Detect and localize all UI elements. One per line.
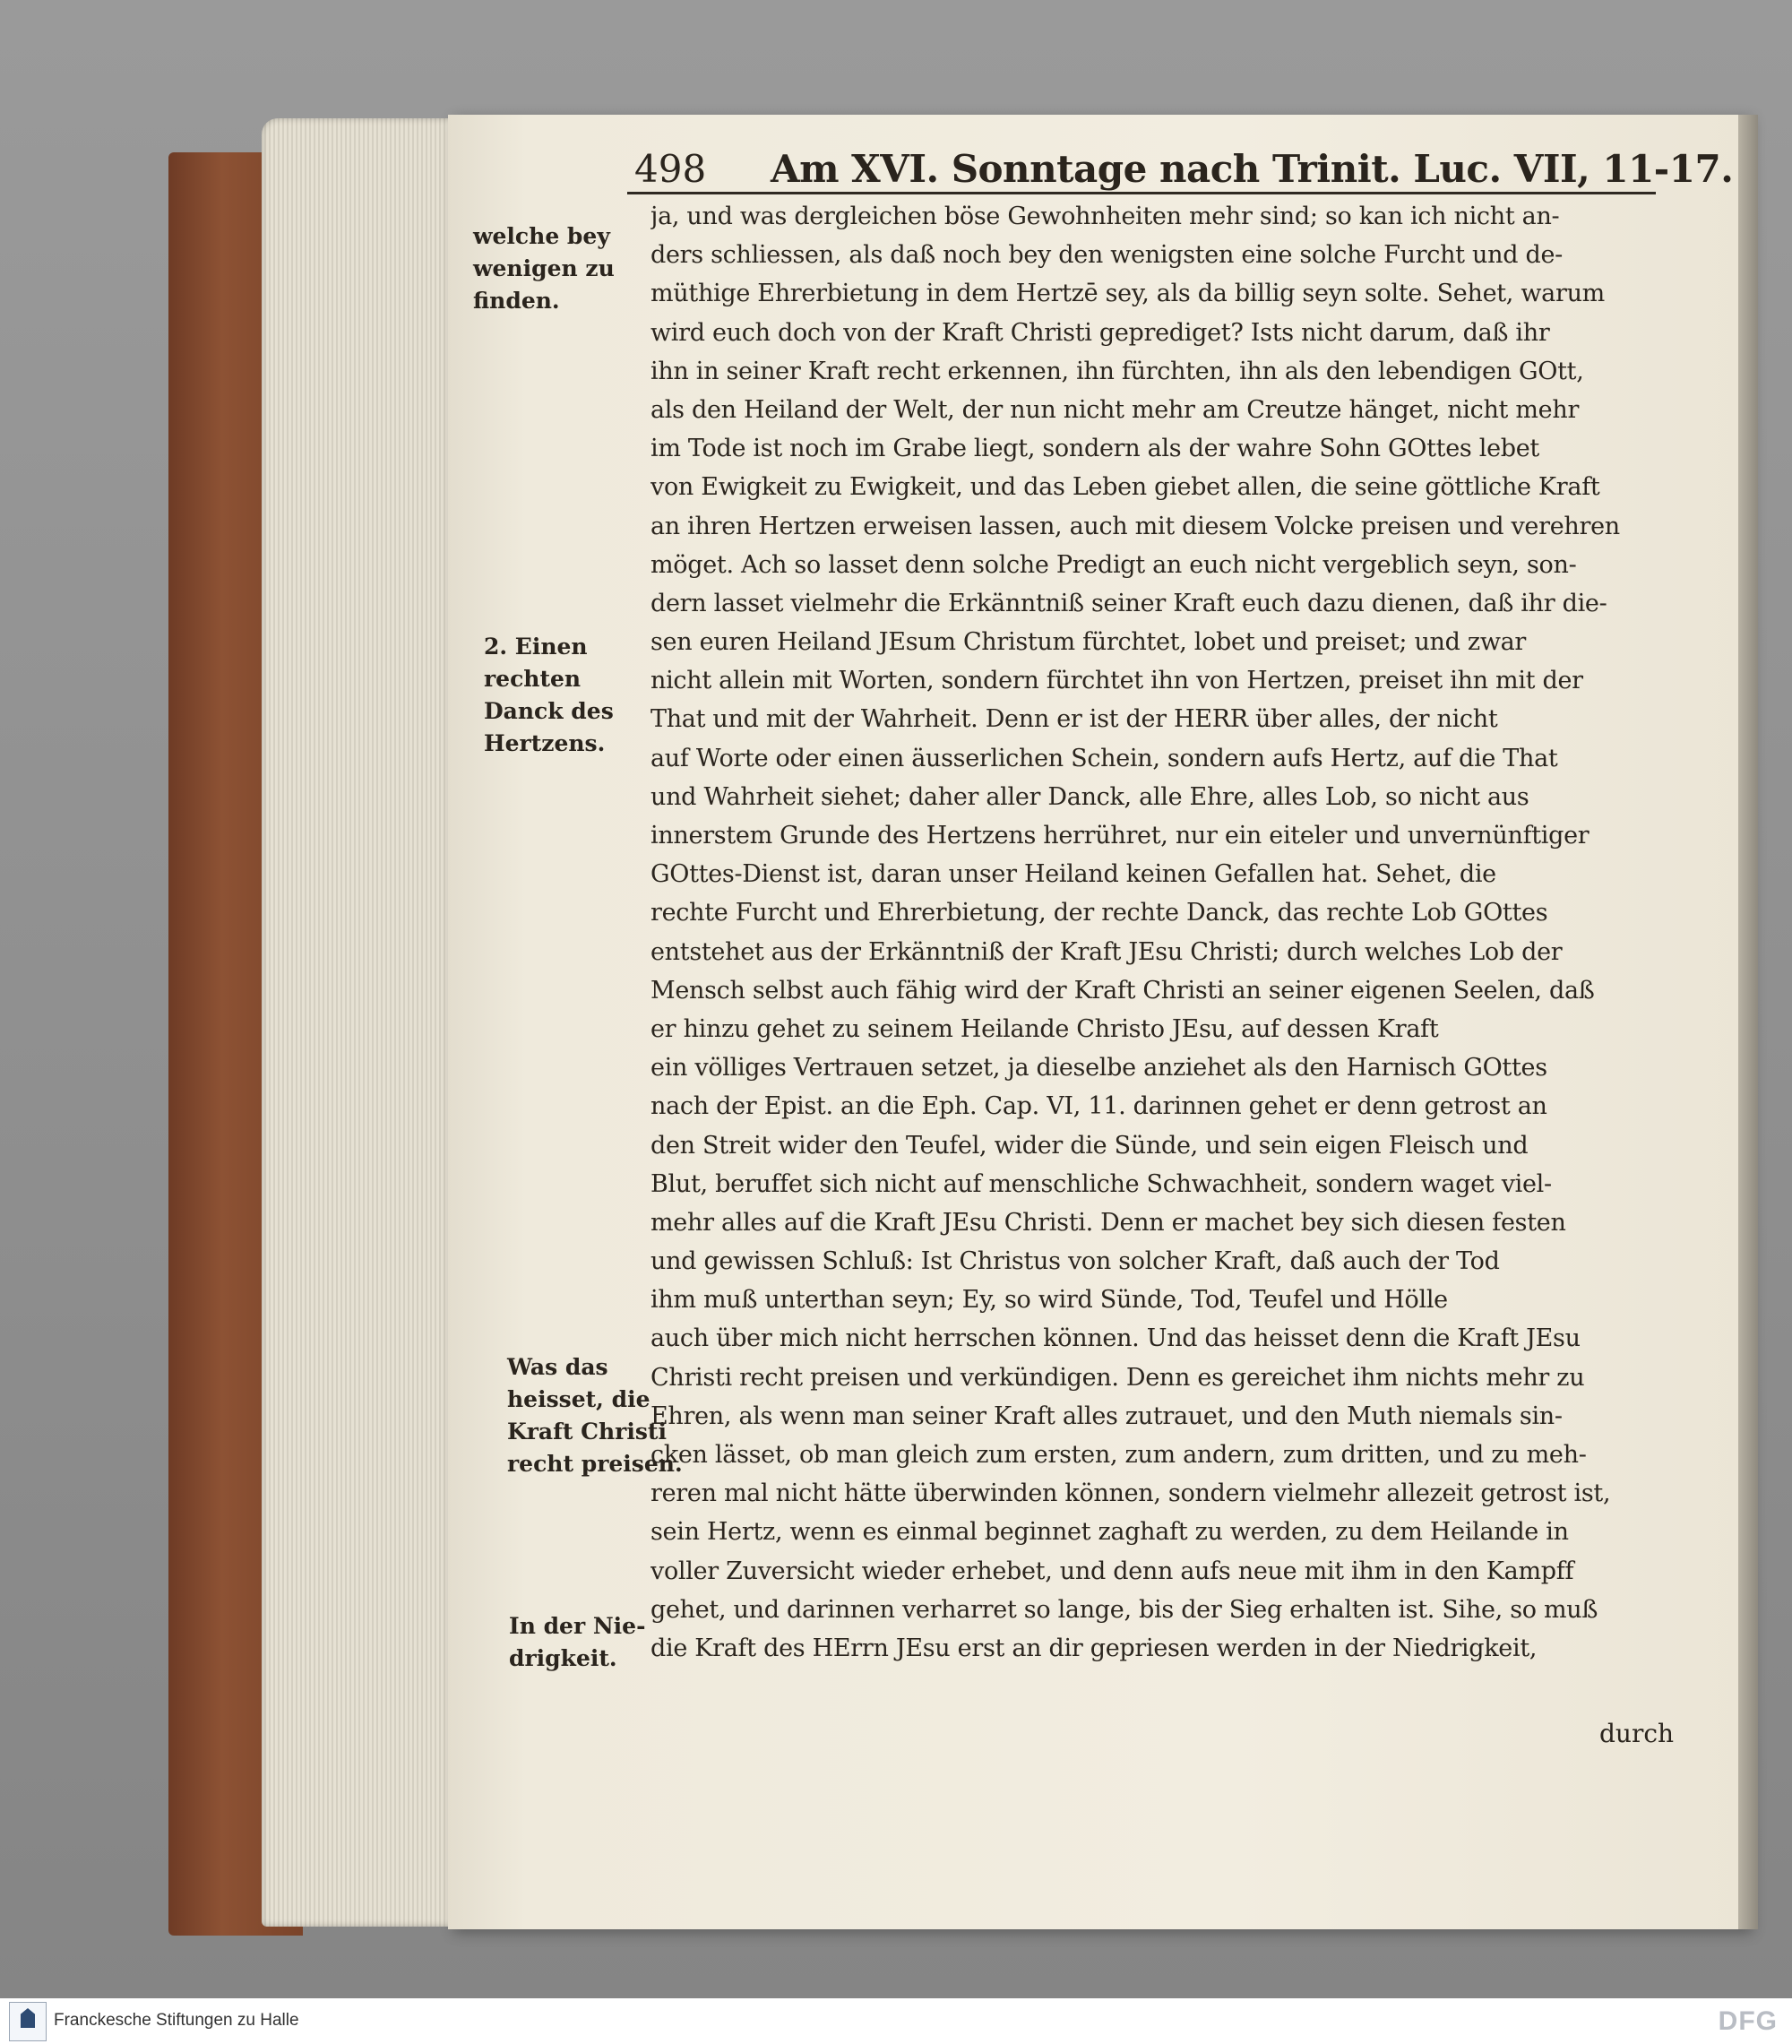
footer-bar <box>0 1998 1792 2044</box>
page-fore-edge-shadow <box>1738 115 1758 1929</box>
text-line: cken lässet, ob man gleich zum ersten, zum andern, zum dritten, und zu meh- <box>650 1441 1587 1469</box>
text-line: GOttes-Dienst ist, daran unser Heiland keinen Gefallen hat. Sehet, die <box>650 860 1496 889</box>
catchword: durch <box>1599 1719 1675 1748</box>
margin-note-line: 2. Einen <box>484 634 588 660</box>
text-line: und gewissen Schluß: Ist Christus von solcher Kraft, daß auch der Tod <box>650 1247 1500 1276</box>
text-line: im Tode ist noch im Grabe liegt, sondern als der wahre Sohn GOttes lebet <box>650 435 1539 463</box>
text-line: möget. Ach so lasset denn solche Predigt an euch nicht vergeblich seyn, son- <box>650 550 1577 579</box>
text-line: ja, und was dergleichen böse Gewohnheiten mehr sind; so kan ich nicht an- <box>650 203 1560 230</box>
francke-foundation-logo-icon[interactable] <box>9 2002 47 2041</box>
margin-note-line: heisset, die <box>507 1386 650 1412</box>
text-line: wird euch doch von der Kraft Christi geprediget? Ists nicht darum, daß ihr <box>650 318 1550 347</box>
margin-note-line: Was das <box>507 1354 608 1380</box>
text-line: Ehren, als wenn man seiner Kraft alles zutrauet, und den Muth niemals sin- <box>650 1401 1563 1430</box>
text-line: den Streit wider den Teufel, wider die Sünde, und sein eigen Fleisch und <box>650 1131 1529 1160</box>
text-line: ders schliessen, als daß noch bey den wenigsten eine solche Furcht und de- <box>650 241 1563 270</box>
text-line: er hinzu gehet zu seinem Heilande Christo JEsu, auf dessen Kraft <box>650 1014 1439 1043</box>
margin-note-line: Hertzens. <box>484 730 606 756</box>
margin-note-line: wenigen zu <box>473 255 615 281</box>
dfg-logo: DFG <box>1718 2006 1778 2036</box>
text-line: innerstem Grunde des Hertzens herrühret, nur ein eiteler und unvernünftiger <box>650 822 1590 850</box>
page-block-edges <box>262 118 477 1927</box>
text-line: entstehet aus der Erkänntniß der Kraft JEsu Christi; durch welches Lob der <box>650 937 1563 966</box>
margin-note <box>473 220 643 317</box>
body-text <box>650 197 1663 1668</box>
running-header <box>627 143 1734 197</box>
margin-note-line: drigkeit. <box>509 1645 617 1671</box>
text-line: reren mal nicht hätte überwinden können, sondern vielmehr allezeit getrost ist, <box>650 1479 1611 1508</box>
text-line: voller Zuversicht wieder erhebet, und denn aufs neue mit ihm in den Kampff <box>650 1557 1574 1585</box>
text-line: auf Worte oder einen äusserlichen Schein, sondern aufs Hertz, auf die That <box>650 744 1558 772</box>
margin-note <box>484 631 654 760</box>
footer-institution-name[interactable]: Franckesche Stiftungen zu Halle <box>54 2011 299 2030</box>
text-line: an ihren Hertzen erweisen lassen, auch mit diesem Volcke preisen und verehren <box>650 512 1620 540</box>
text-line: und Wahrheit siehet; daher aller Danck, alle Ehre, alles Lob, so nicht aus <box>650 782 1529 811</box>
margin-note-line: Kraft Christi <box>507 1419 667 1445</box>
text-line: Christi recht preisen und verkündigen. Denn es gereichet ihm nichts mehr zu <box>650 1363 1585 1392</box>
margin-note-line: welche bey <box>473 223 610 249</box>
text-line: von Ewigkeit zu Ewigkeit, und das Leben giebet allen, die seine göttliche Kraft <box>650 473 1600 502</box>
margin-note-line: Danck des <box>484 698 614 724</box>
text-line: mehr alles auf die Kraft JEsu Christi. Denn er machet bey sich diesen festen <box>650 1208 1566 1237</box>
text-line: ihm muß unterthan seyn; Ey, so wird Sünde, Tod, Teufel und Hölle <box>650 1286 1448 1315</box>
margin-note-line: finden. <box>473 288 560 314</box>
text-line: rechte Furcht und Ehrerbietung, der rechte Danck, das rechte Lob GOttes <box>650 899 1548 927</box>
text-line: That und mit der Wahrheit. Denn er ist der HERR über alles, der nicht <box>650 705 1498 734</box>
page-number: 498 <box>634 147 707 191</box>
header-rule <box>627 192 1656 194</box>
text-line: Mensch selbst auch fähig wird der Kraft Christi an seiner eigenen Seelen, daß <box>650 976 1595 1005</box>
text-line: dern lasset vielmehr die Erkänntniß seiner Kraft euch dazu dienen, daß ihr die- <box>650 589 1607 617</box>
text-line: ein völliges Vertrauen setzet, ja dieselbe anziehet als den Harnisch GOttes <box>650 1054 1547 1082</box>
text-line: die Kraft des HErrn JEsu erst an dir gepriesen werden in der Niedrigkeit, <box>650 1634 1538 1662</box>
text-line: gehet, und darinnen verharret so lange, bis der Sieg erhalten ist. Sihe, so muß <box>650 1595 1598 1624</box>
text-line: müthige Ehrerbietung in dem Hertzē sey, als da billig seyn solte. Sehet, warum <box>650 280 1605 308</box>
text-line: auch über mich nicht herrschen können. Und das heisset denn die Kraft JEsu <box>650 1324 1581 1353</box>
text-line: nicht allein mit Worten, sondern fürchtet ihn von Hertzen, preiset ihn mit der <box>650 667 1583 695</box>
margin-note-line: recht preisen. <box>507 1451 683 1477</box>
text-line: sein Hertz, wenn es einmal beginnet zaghaft zu werden, zu dem Heilande in <box>650 1518 1569 1547</box>
text-line: nach der Epist. an die Eph. Cap. VI, 11. darinnen gehet er denn getrost an <box>650 1092 1547 1121</box>
margin-note-line: In der Nie- <box>509 1613 646 1639</box>
text-line: sen euren Heiland JEsum Christum fürchtet, lobet und preiset; und zwar <box>650 628 1527 657</box>
text-line: ihn in seiner Kraft recht erkennen, ihn fürchten, ihn als den lebendigen GOtt, <box>650 357 1584 385</box>
margin-note-line: rechten <box>484 666 582 692</box>
text-line: Blut, beruffet sich nicht auf menschliche Schwachheit, sondern waget viel- <box>650 1169 1552 1198</box>
text-line: als den Heiland der Welt, der nun nicht mehr am Creutze hänget, nicht mehr <box>650 395 1580 424</box>
running-title: Am XVI. Sonntage nach Trinit. Luc. VII, 11-17. <box>771 147 1734 191</box>
